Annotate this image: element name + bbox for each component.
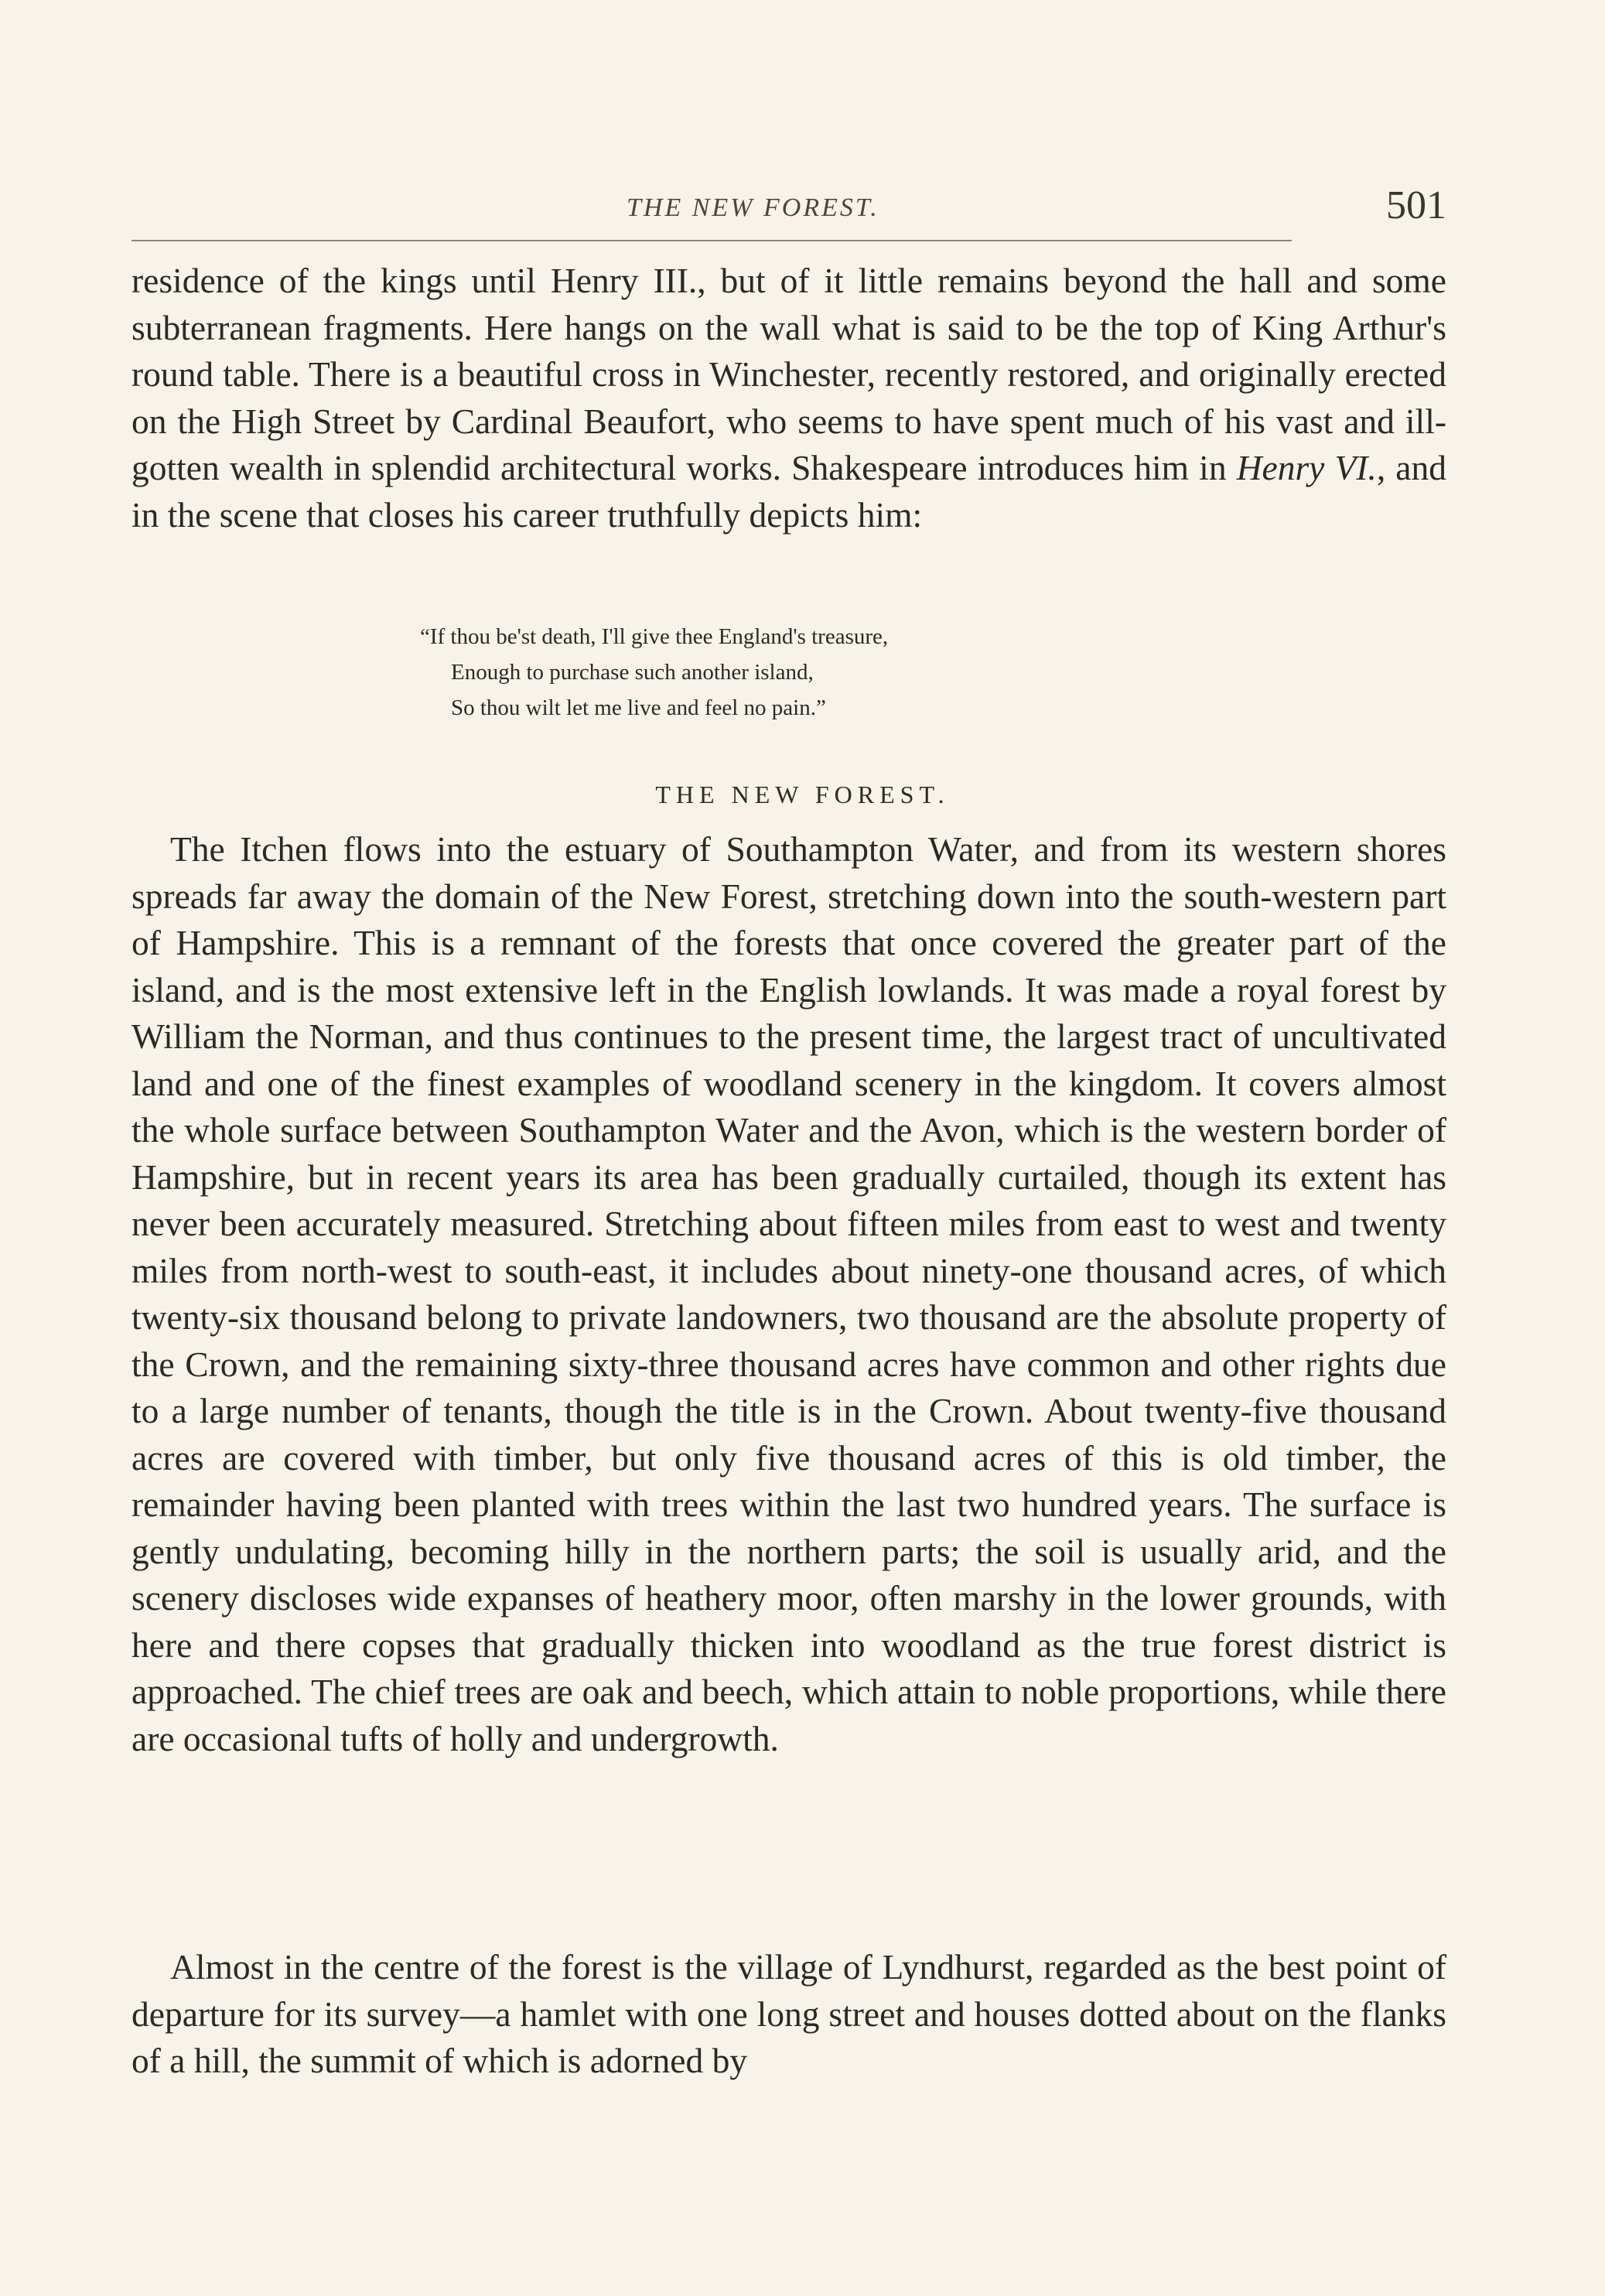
verse-line: So thou wilt let me live and feel no pain.” <box>451 695 826 720</box>
paragraph-text: The Itchen flows into the estuary of Southampton Water, and from its western shores spreads far away the domain of the New Forest, stretching down into the south-western part of Hampshire. This is a remnant of the forests that once covered the greater part of the island, and is the most extensive left in the English lowlands. It was made a royal forest by William the Norman, and thus continues to the present time, the largest tract of uncultivated land and one of the finest examples of woodland scenery in the kingdom. It covers almost the whole surface between Southampton Water and the Avon, which is the western border of Hampshire, but in recent years its area has been gradually curtailed, though its extent has never been accurately measured. Stretching about fifteen miles from east to west and twenty miles from north-west to south-east, it includes about ninety-one thousand acres, of which twenty-six thousand belong to private landowners, two thousand are the absolute property of the Crown, and the remaining sixty-three thousand acres have common and other rights due to a large number of tenants, though the title is in the Crown. About twenty-five thousand acres are covered with timber, but only five thousand acres of this is old timber, the remainder having been planted with trees within the last two hundred years. The surface is gently undulating, becoming hilly in the northern parts; the soil is usually arid, and the scenery discloses wide expanses of heathery moor, often marshy in the lower grounds, with here and there copses that gradually thicken into woodland as the true forest district is approached. The chief trees are oak and beech, which attain to noble proportions, while there are occasional tufts of holly and undergrowth. <box>131 829 1446 1758</box>
paragraph <box>131 258 1446 538</box>
page-number: 501 <box>1386 183 1446 227</box>
paragraph-text: , and in the scene that closes his career truthfully depicts him: <box>131 448 1446 535</box>
header-rule <box>131 240 1292 241</box>
verse-line: Enough to purchase such another island, <box>451 660 814 685</box>
paragraph-lyndhurst <box>131 1944 1446 2085</box>
verse-quotation <box>420 619 888 726</box>
play-title: Henry VI. <box>1236 448 1377 487</box>
paragraph-new-forest <box>131 826 1446 1762</box>
section-heading: THE NEW FOREST. <box>655 781 950 808</box>
verse-line: “If thou be'st death, I'll give thee England's treasure, <box>420 624 889 649</box>
paragraph-continuation <box>131 258 1446 538</box>
running-title: THE NEW FOREST. <box>627 193 879 222</box>
running-head <box>131 183 1446 244</box>
paragraph-text: Almost in the centre of the forest is the village of Lyndhurst, regarded as the best point of departure for its survey—a hamlet with one long street and houses dotted about on the flanks of a hill, the summit of which is adorned by <box>131 1947 1446 2080</box>
paragraph-text: residence of the kings until Henry III., but of it little remains beyond the hall and some subterranean fragments. Here hangs on the wall what is said to be the top of King Arthur's round table. There is a beautiful cross in Winchester, recently restored, and originally erected on the High Street by Cardinal Beaufort, who seems to have spent much of his vast and ill-gotten wealth in splendid architectural works. Shakespeare introduces him in <box>131 261 1446 487</box>
